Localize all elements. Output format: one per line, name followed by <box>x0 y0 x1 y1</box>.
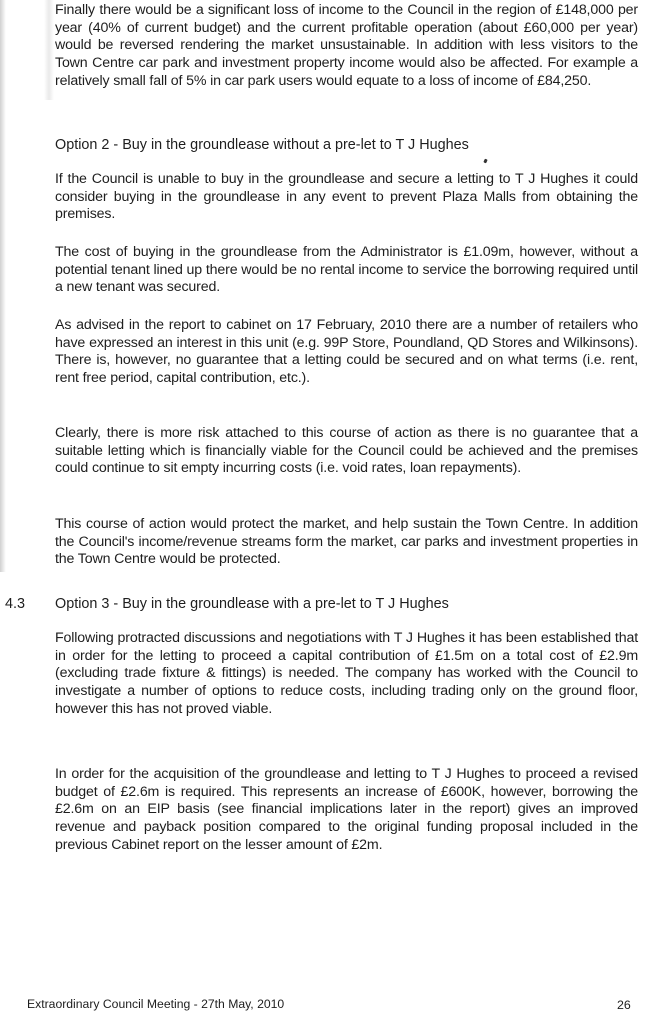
paragraph-option3-budget: In order for the acquisition of the groundlease and letting to T J Hughes to proceed a revised budget of £2.6m is required. This represents an increase of £600K, however, borrowing the £2.6m on an EIP basis (see financial implications later in the report) gives an improved revenue and payback position compared to the original funding proposal included in the previous Cabinet report on the lesser amount of £2m. <box>55 766 638 853</box>
section-number: 4.3 <box>5 596 26 612</box>
page-number: 26 <box>617 998 631 1012</box>
paragraph-option2-protection: This course of action would protect the market, and help sustain the Town Centre. In addition the Council's income/revenue streams form the market, car parks and investment properties in the Town Centre would be protected. <box>55 516 638 568</box>
paragraph-option2-cost: The cost of buying in the groundlease from the Administrator is £1.09m, however, without a potential tenant lined up there would be no rental income to service the borrowing required until a new tenant was secured. <box>55 244 638 296</box>
paragraph-income-loss: Finally there would be a significant loss of income to the Council in the region of £148,000 per year (40% of current budget) and the current profitable operation (about £60,000 per year) would be reversed rendering the market unsustainable. In addition with less visitors to the Town Centre car park and investment property income would also be affected. For example a relatively small fall of 5% in car park users would equate to a loss of income of £84,250. <box>55 2 638 89</box>
paragraph-option2-retailers: As advised in the report to cabinet on 17 February, 2010 there are a number of retailers who have expressed an interest in this unit (e.g. 99P Store, Poundland, QD Stores and Wilkinsons). There is, however, no guarantee that a letting could be secured and on what terms (i.e. rent, rent free period, capital contribution, etc.). <box>55 317 638 386</box>
paragraph-option3-negotiations: Following protracted discussions and negotiations with T J Hughes it has been established that in order for the letting to proceed a capital contribution of £1.5m on a total cost of £2.9m (excluding trade fixture & fittings) is needed. The company has worked with the Council to investigate a number of options to reduce costs, including trading only on the ground floor, however this has not proved viable. <box>55 630 638 717</box>
scan-speck <box>483 159 487 164</box>
option3-heading: Option 3 - Buy in the groundlease with a pre-let to T J Hughes <box>55 596 449 612</box>
option2-heading: Option 2 - Buy in the groundlease without a pre-let to T J Hughes <box>55 137 469 153</box>
footer-title: Extraordinary Council Meeting - 27th May, 2010 <box>27 997 285 1011</box>
paragraph-option2-risk: Clearly, there is more risk attached to this course of action as there is no guarantee that a suitable letting which is financially viable for the Council could be achieved and the premises could continue to sit empty incurring costs (i.e. void rates, loan repayments). <box>55 425 638 477</box>
paragraph-option2-intro: If the Council is unable to buy in the groundlease and secure a letting to T J Hughes it could consider buying in the groundlease in any event to prevent Plaza Malls from obtaining the premises. <box>55 171 638 223</box>
